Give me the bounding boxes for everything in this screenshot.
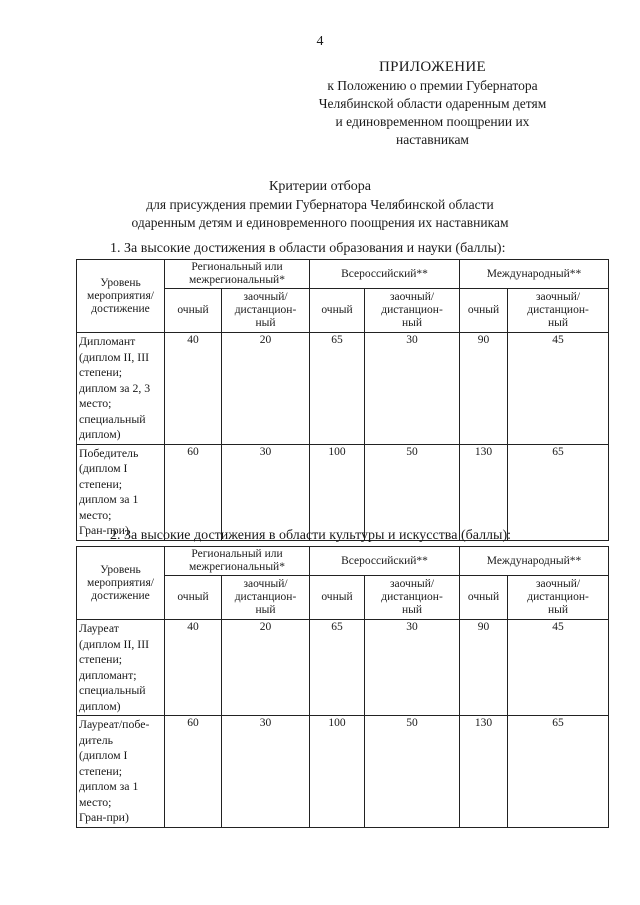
row-label-line: Гран-при) bbox=[79, 523, 129, 537]
appendix-line: к Положению о премии Губернатора bbox=[327, 78, 538, 93]
score-cell: 60 bbox=[165, 716, 222, 828]
criteria-line: для присуждения премии Губернатора Челябинской области bbox=[146, 197, 494, 212]
header-remote-line: дистанцион- bbox=[234, 591, 297, 603]
row-label-line: Лауреат bbox=[79, 621, 119, 635]
row-label-line: диплом за 1 bbox=[79, 779, 139, 793]
header-remote bbox=[508, 576, 609, 620]
row-label-line: степени; bbox=[79, 476, 123, 491]
header-fulltime: очный bbox=[165, 289, 222, 333]
score-cell: 65 bbox=[508, 716, 609, 828]
row-label-line: место; bbox=[79, 794, 112, 809]
row-label-line: степени; bbox=[79, 365, 123, 379]
row-label-line: диплом за 1 bbox=[79, 492, 139, 506]
score-cell: 20 bbox=[222, 333, 310, 445]
header-remote-line: заочный/ bbox=[389, 578, 435, 590]
score-cell: 20 bbox=[222, 620, 310, 716]
score-cell: 40 bbox=[165, 620, 222, 716]
appendix-heading: ПРИЛОЖЕНИЕ bbox=[378, 59, 487, 75]
header-level-line: мероприятия/ bbox=[87, 289, 154, 302]
header-regional-line: Региональный или bbox=[191, 261, 283, 273]
score-cell: 45 bbox=[508, 333, 609, 445]
score-cell: 130 bbox=[460, 716, 508, 828]
row-label-line: Гран-при) bbox=[79, 810, 129, 824]
header-remote-line: ный bbox=[401, 604, 423, 616]
header-fulltime: очный bbox=[165, 576, 222, 620]
row-label bbox=[77, 444, 165, 540]
header-remote-line: заочный/ bbox=[535, 578, 581, 590]
row-label-line: (диплом II, III bbox=[79, 349, 150, 364]
header-remote bbox=[222, 576, 310, 620]
score-cell: 65 bbox=[508, 444, 609, 540]
row-label bbox=[77, 620, 165, 716]
score-cell: 40 bbox=[165, 333, 222, 445]
appendix-line: и единовременном поощрении их bbox=[335, 114, 530, 129]
appendix-line: Челябинской области одаренным детям bbox=[318, 96, 547, 111]
section-2-table bbox=[76, 546, 609, 828]
header-international: Международный** bbox=[460, 260, 609, 289]
score-cell: 60 bbox=[165, 444, 222, 540]
header-level-line: достижение bbox=[91, 302, 150, 315]
score-cell: 90 bbox=[460, 620, 508, 716]
appendix-line: наставникам bbox=[396, 132, 469, 147]
score-cell: 30 bbox=[365, 333, 460, 445]
section-1-table bbox=[76, 259, 609, 541]
row-label-line: диплом за 2, 3 bbox=[79, 380, 151, 395]
header-allrussian: Всероссийский** bbox=[310, 547, 460, 576]
criteria-line: одаренным детям и единовременного поощрения их наставникам bbox=[131, 215, 509, 230]
score-cell: 65 bbox=[310, 333, 365, 445]
header-remote-line: заочный/ bbox=[535, 291, 581, 303]
header-remote-line: заочный/ bbox=[389, 291, 435, 303]
table-row bbox=[77, 333, 609, 445]
header-remote-line: дистанцион- bbox=[527, 591, 589, 603]
header-remote-line: ный bbox=[401, 317, 423, 329]
header-international: Международный** bbox=[460, 547, 609, 576]
row-label-line: диплом) bbox=[79, 698, 121, 713]
table-row bbox=[77, 444, 609, 540]
header-level-line: Уровень bbox=[100, 563, 141, 576]
header-remote-line: заочный/ bbox=[243, 291, 288, 303]
header-remote bbox=[508, 289, 609, 333]
row-label-line: диплом) bbox=[79, 427, 121, 441]
row-label-line: (диплом II, III bbox=[79, 636, 150, 651]
header-regional bbox=[165, 260, 310, 289]
row-label-line: Дипломант bbox=[79, 334, 136, 348]
header-remote-line: ный bbox=[548, 317, 569, 329]
row-label-line: специальный bbox=[79, 683, 146, 697]
header-remote-line: заочный/ bbox=[243, 578, 288, 590]
score-cell: 65 bbox=[310, 620, 365, 716]
header-level bbox=[77, 547, 165, 620]
row-label-line: степени; bbox=[79, 763, 123, 778]
row-label-line: дитель bbox=[79, 732, 113, 747]
appendix-block bbox=[300, 58, 565, 149]
row-label-line: Победитель bbox=[79, 445, 139, 460]
header-regional-line: межрегиональный* bbox=[189, 274, 285, 286]
header-regional bbox=[165, 547, 310, 576]
header-allrussian: Всероссийский** bbox=[310, 260, 460, 289]
header-remote-line: дистанцион- bbox=[381, 591, 443, 603]
header-remote-line: дистанцион- bbox=[234, 304, 297, 316]
header-level-line: достижение bbox=[91, 589, 150, 602]
table-row bbox=[77, 716, 609, 828]
header-remote-line: дистанцион- bbox=[381, 304, 443, 316]
header-remote-line: ный bbox=[255, 317, 276, 329]
section-2-title: 2. За высокие достижения в области культуры и искусства (баллы): bbox=[110, 528, 512, 543]
score-cell: 50 bbox=[365, 716, 460, 828]
header-remote-line: ный bbox=[255, 604, 276, 616]
page-number: 4 bbox=[316, 34, 324, 49]
header-fulltime: очный bbox=[460, 576, 508, 620]
header-regional-line: Региональный или bbox=[191, 548, 283, 560]
row-label-line: Лауреат/побе- bbox=[79, 717, 150, 731]
score-cell: 30 bbox=[222, 444, 310, 540]
score-cell: 100 bbox=[310, 444, 365, 540]
header-fulltime: очный bbox=[460, 289, 508, 333]
row-label-line: место; bbox=[79, 396, 112, 410]
score-cell: 50 bbox=[365, 444, 460, 540]
criteria-title: Критерии отбора bbox=[269, 179, 371, 194]
row-label-line: (диплом I bbox=[79, 461, 128, 475]
row-label-line: дипломант; bbox=[79, 667, 137, 682]
score-cell: 100 bbox=[310, 716, 365, 828]
table-row bbox=[77, 620, 609, 716]
header-fulltime: очный bbox=[310, 289, 365, 333]
header-level-line: Уровень bbox=[100, 276, 141, 289]
header-remote bbox=[365, 576, 460, 620]
score-cell: 45 bbox=[508, 620, 609, 716]
section-1-title: 1. За высокие достижения в области образования и науки (баллы): bbox=[110, 241, 506, 256]
row-label bbox=[77, 716, 165, 828]
header-level-line: мероприятия/ bbox=[87, 576, 154, 589]
header-remote-line: дистанцион- bbox=[527, 304, 589, 316]
row-label-line: степени; bbox=[79, 652, 123, 666]
row-label-line: место; bbox=[79, 507, 112, 522]
row-label-line: (диплом I bbox=[79, 748, 128, 762]
score-cell: 30 bbox=[222, 716, 310, 828]
row-label bbox=[77, 333, 165, 445]
row-label-line: специальный bbox=[79, 411, 146, 426]
criteria-block bbox=[80, 178, 560, 232]
header-remote-line: ный bbox=[548, 604, 569, 616]
header-level bbox=[77, 260, 165, 333]
header-regional-line: межрегиональный* bbox=[189, 561, 285, 573]
score-cell: 130 bbox=[460, 444, 508, 540]
header-remote bbox=[365, 289, 460, 333]
header-fulltime: очный bbox=[310, 576, 365, 620]
score-cell: 90 bbox=[460, 333, 508, 445]
header-remote bbox=[222, 289, 310, 333]
score-cell: 30 bbox=[365, 620, 460, 716]
